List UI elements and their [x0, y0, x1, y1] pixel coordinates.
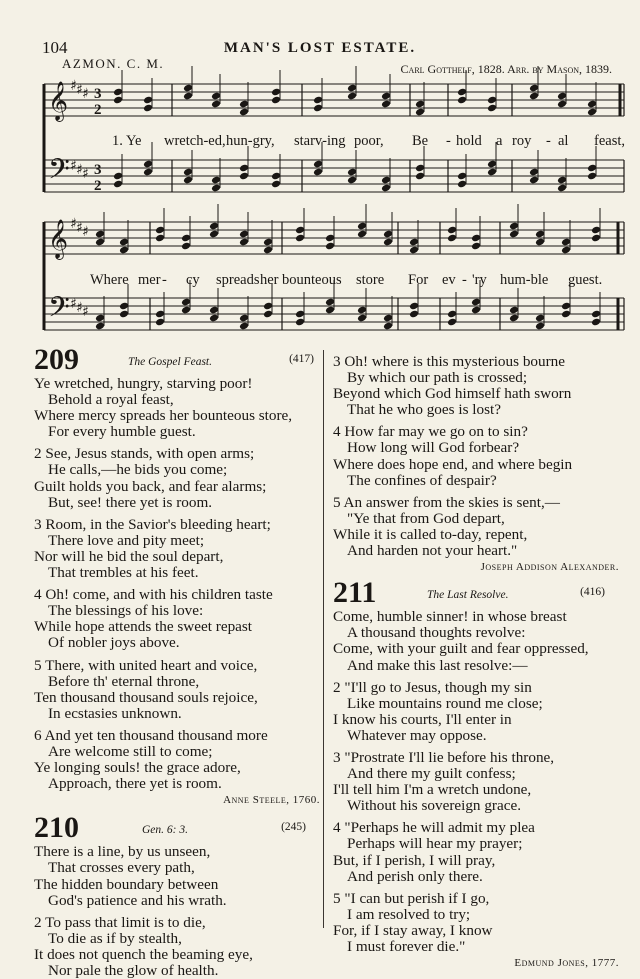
hymn-210-stanzas: [34, 844, 320, 979]
lyric-syllable: 1. Ye: [112, 133, 142, 149]
hymn-number: 210: [34, 811, 79, 845]
lyric-syllable: Where: [90, 272, 129, 288]
stanza-line: Approach, there yet is room.: [48, 775, 222, 793]
stanza-line: How long will God forbear?: [347, 439, 520, 457]
time-signature: 2: [94, 178, 102, 194]
sharp-icon: ♯: [76, 220, 83, 236]
stanza-line: God's patience and his wrath.: [48, 891, 227, 909]
column-divider: [323, 350, 324, 928]
left-column: [34, 343, 320, 979]
stanza-line: A thousand thoughts revolve:: [347, 624, 526, 642]
hymn-header: [34, 811, 320, 845]
running-title: MAN'S LOST ESTATE.: [223, 40, 417, 56]
sharp-icon: ♯: [82, 304, 89, 320]
stanza-line: 4 "Perhaps he will admit my plea: [333, 819, 535, 837]
lyric-syllable: ev: [442, 272, 456, 288]
hymn-header: [333, 576, 619, 610]
tune-credit: Carl Gotthelf, 1828. Arr. by Mason, 1839.: [400, 62, 612, 76]
hymn-meter: (416): [580, 586, 605, 599]
lyric-syllable: -: [462, 272, 467, 288]
stanza-line: I know his courts, I'll enter in: [333, 710, 512, 728]
stanza-line: While hope attends the sweet repast: [34, 618, 253, 636]
stanza-line: And make this last resolve:—: [347, 656, 528, 674]
clef-icon: 𝄢: [48, 291, 70, 331]
lyric-syllable: store: [356, 272, 385, 288]
stanza-line: That he who goes is lost?: [347, 401, 501, 419]
stanza-line: Before th' eternal throne,: [48, 672, 200, 690]
stanza-line: 2 "I'll go to Jesus, though my sin: [333, 678, 532, 696]
lyric-syllable: roy: [512, 133, 532, 149]
stanza-line: And harden not your heart.": [347, 542, 518, 560]
lyric-syllable: al: [558, 133, 569, 149]
lyric-syllable: her: [260, 272, 279, 288]
stanza-line: Like mountains round me close;: [347, 694, 543, 712]
tune-name: AZMON. C. M.: [62, 56, 165, 71]
lyric-syllable: spreads: [216, 272, 260, 288]
stanza-line: Behold a royal feast,: [48, 391, 174, 409]
stanza-line: Are welcome still to come;: [48, 742, 213, 760]
stanza-line: 3 "Prostrate I'll lie before his throne,: [333, 748, 555, 766]
stanza-line: There love and pity meet;: [48, 531, 205, 549]
stanza-line: It does not quench the beaming eye,: [34, 945, 253, 963]
stanza-line: Guilt holds you back, and fear alarms;: [34, 477, 267, 495]
sharp-icon: ♯: [76, 162, 83, 178]
lyric-syllable: -: [546, 133, 551, 149]
stanza-line: Of nobler joys above.: [48, 634, 180, 652]
stanza-line: Ye longing souls! the grace adore,: [34, 759, 241, 777]
stanza-line: Beyond which God himself hath sworn: [333, 385, 572, 403]
hymn-211-author: Edmund Jones, 1777.: [514, 957, 619, 970]
hymn-header: [34, 343, 320, 376]
stanza-line: And there my guilt confess;: [347, 765, 516, 783]
stanza-line: For every humble guest.: [48, 423, 196, 441]
stanza-line: Perhaps will hear my prayer;: [347, 835, 523, 853]
stanza-line: Ye wretched, hungry, starving poor!: [34, 375, 253, 392]
stanza-line: 2 See, Jesus stands, with open arms;: [34, 445, 255, 463]
sharp-icon: ♯: [70, 296, 77, 312]
sharp-icon: ♯: [76, 300, 83, 316]
stanza-line: 5 "I can but perish if I go,: [333, 889, 490, 907]
stanza-line: To die as if by stealth,: [48, 929, 182, 947]
lyric-syllable: starv-ing: [294, 133, 346, 149]
stanza-line: Whatever may oppose.: [347, 726, 487, 744]
hymn-number: 209: [34, 343, 79, 376]
stanza-line: Without his sovereign grace.: [347, 797, 521, 815]
lyric-syllable: 'ry: [472, 272, 487, 288]
hymn-209-stanzas: [34, 376, 320, 792]
stanza-line: "Ye that from God depart,: [347, 509, 505, 527]
stanza-line: I am resolved to try;: [347, 905, 471, 923]
stanza-line: 5 An answer from the skies is sent,—: [333, 493, 560, 511]
time-signature: 2: [94, 102, 102, 118]
stanza-line: 5 There, with united heart and voice,: [34, 656, 258, 674]
stanza-line: But, see! there yet is room.: [48, 493, 213, 511]
hymn-title: The Last Resolve.: [427, 589, 509, 602]
time-signature: 3: [94, 86, 102, 102]
stanza-line: 6 And yet ten thousand thousand more: [34, 726, 268, 744]
lyric-syllable: -: [162, 272, 167, 288]
music-score: [0, 0, 640, 350]
hymn-211-stanzas: [333, 609, 619, 955]
stanza-line: In ecstasies unknown.: [48, 704, 182, 722]
lyric-syllable: wretch-ed,: [164, 133, 226, 149]
lyric-syllable: poor,: [354, 133, 384, 149]
sharp-icon: ♯: [76, 82, 83, 98]
hymn-title: Gen. 6: 3.: [142, 824, 188, 837]
stanza-line: 4 How far may we go on to sin?: [333, 423, 528, 441]
stanza-line: Ten thousand thousand souls rejoice,: [34, 688, 258, 706]
stanza-line: He calls,—he bids you come;: [48, 461, 228, 479]
lyric-syllable: feast,: [594, 133, 625, 149]
hymn-number: 211: [333, 576, 377, 610]
hymn-210-author: Joseph Addison Alexander.: [480, 561, 619, 574]
stanza-line: 2 To pass that limit is to die,: [34, 913, 206, 931]
clef-icon: 𝄢: [48, 153, 70, 193]
stanza-line: Come, with your guilt and fear oppressed,: [333, 640, 589, 658]
lyric-syllable: For: [408, 272, 429, 288]
lyric-syllable: guest.: [568, 272, 603, 288]
sharp-icon: ♯: [70, 216, 77, 232]
stanza-line: 3 Oh! where is this mysterious bourne: [333, 353, 565, 370]
lyric-syllable: -: [446, 133, 451, 149]
stanza-line: I'll tell him I'm a wretch undone,: [333, 781, 532, 799]
hymn-meter: (245): [281, 821, 306, 834]
stanza-line: While it is called to-day, repent,: [333, 525, 528, 543]
stanza-line: There is a line, by us unseen,: [34, 843, 211, 861]
page-number: 104: [42, 38, 68, 57]
clef-icon: 𝄞: [48, 219, 69, 259]
stanza-line: By which our path is crossed;: [347, 369, 528, 387]
sharp-icon: ♯: [82, 166, 89, 182]
hymn-209-author: Anne Steele, 1760.: [223, 794, 320, 807]
lyric-syllable: cy: [186, 272, 200, 288]
stanza-line: 4 Oh! come, and with his children taste: [34, 586, 273, 604]
stanza-line: Where does hope end, and where begin: [333, 455, 573, 473]
lyric-syllable: a: [496, 133, 503, 149]
lyric-syllable: hun-gry,: [226, 133, 275, 149]
lyric-syllable: hum-ble: [500, 272, 549, 288]
sharp-icon: ♯: [70, 158, 77, 174]
stanza-line: I must forever die.": [347, 938, 466, 955]
hymn-meter: (417): [289, 353, 314, 365]
stanza-line: For, if I stay away, I know: [333, 921, 493, 939]
stanza-line: That crosses every path,: [48, 859, 195, 877]
stanza-line: The blessings of his love:: [48, 602, 204, 620]
stanza-line: The confines of despair?: [347, 471, 497, 489]
stanza-line: Where mercy spreads her bounteous store,: [34, 407, 293, 425]
clef-icon: 𝄞: [48, 81, 69, 121]
right-column: [333, 354, 619, 971]
stanza-line: And perish only there.: [347, 867, 483, 885]
stanza-line: Come, humble sinner! in whose breast: [333, 608, 567, 626]
stanza-line: Nor will he bid the soul depart,: [34, 547, 224, 565]
stanza-line: The hidden boundary between: [34, 875, 219, 893]
stanza-line: 3 Room, in the Savior's bleeding heart;: [34, 515, 271, 533]
lyric-syllable: bounteous: [282, 272, 342, 288]
sharp-icon: ♯: [82, 86, 89, 102]
stanza-line: But, if I perish, I will pray,: [333, 851, 496, 869]
time-signature: 3: [94, 162, 102, 178]
stanza-line: That trembles at his feet.: [48, 564, 199, 582]
hymn-209-continued: [333, 354, 619, 559]
lyric-syllable: hold: [456, 133, 482, 149]
lyric-syllable: Be: [412, 133, 429, 149]
sharp-icon: ♯: [70, 78, 77, 94]
lyric-syllable: mer: [138, 272, 161, 288]
sharp-icon: ♯: [82, 224, 89, 240]
stanza-line: Nor pale the glow of health.: [48, 962, 219, 979]
hymn-title: The Gospel Feast.: [128, 356, 213, 368]
